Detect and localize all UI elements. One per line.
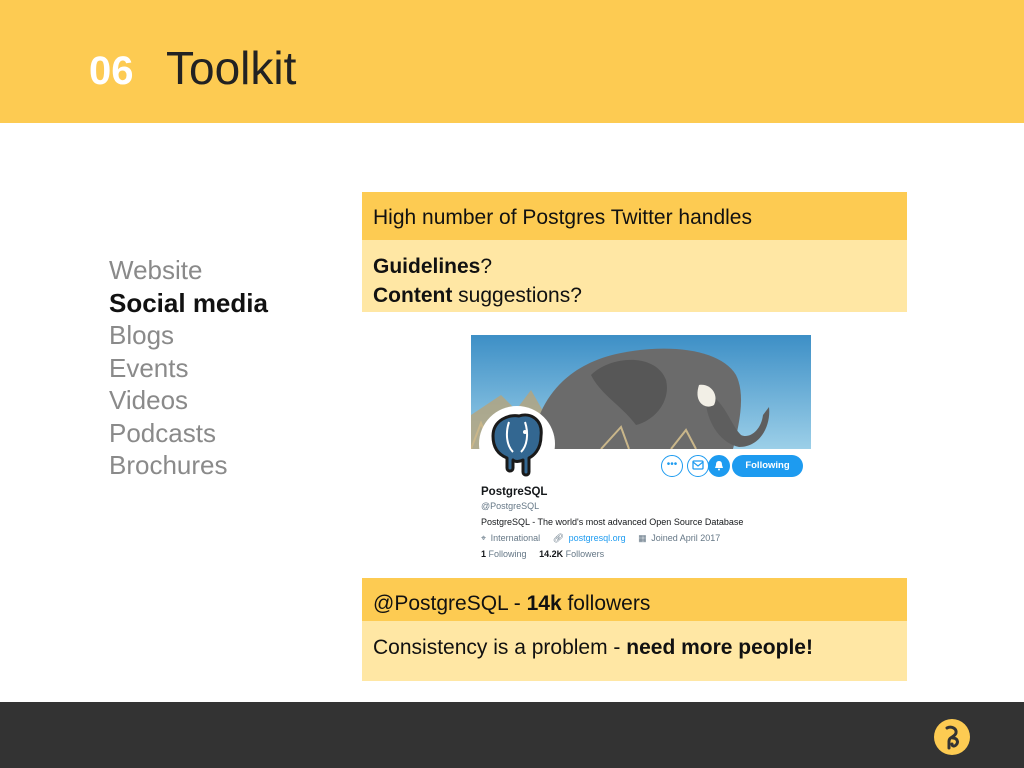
guidelines-rest: ? [480,255,493,278]
profile-meta [481,533,722,544]
menu-item-website[interactable]: Website [109,255,203,285]
topic-menu [109,254,268,482]
following-count: 1 [481,549,487,559]
brand-logo-icon [933,718,971,756]
message-icon[interactable] [687,455,709,477]
followers-stat[interactable] [539,549,604,559]
profile-stats [481,549,604,559]
twitter-handles-box [362,192,907,312]
profile-website-link[interactable]: postgresql.org [568,533,626,543]
menu-item-blogs[interactable]: Blogs [109,320,175,350]
followers-body [362,621,907,681]
slide-footer [0,702,1024,768]
profile-handle: @PostgreSQL [481,501,540,511]
menu-item-videos[interactable]: Videos [109,385,189,415]
calendar-icon: ▦ [638,533,647,543]
slide-title: Toolkit [166,42,297,94]
menu-item-brochures[interactable]: Brochures [109,450,228,480]
twitter-handles-body [362,240,907,312]
followers-heading-count: 14k [526,592,562,615]
content-line [373,281,907,310]
section-number: 06 [89,49,134,93]
twitter-handles-heading: High number of Postgres Twitter handles [362,192,907,240]
menu-item-social-media[interactable]: Social media [109,287,268,318]
followers-label: Followers [563,549,605,559]
following-label: Following [486,549,527,559]
followers-heading [362,578,907,621]
followers-count: 14.2K [539,549,564,559]
postgresql-avatar[interactable] [479,406,555,482]
content-rest: suggestions? [452,284,582,307]
link-icon: 🔗︎ [552,533,565,543]
following-stat[interactable] [481,549,527,559]
menu-item-podcasts[interactable]: Podcasts [109,417,216,448]
following-button[interactable]: Following [732,455,803,477]
profile-bio: PostgreSQL - The world's most advanced Open Source Database [481,517,744,527]
menu-item-events[interactable]: Events [109,352,189,383]
guidelines-bold: Guidelines [373,255,481,278]
followers-box [362,578,907,681]
followers-heading-post: followers [561,592,651,615]
content-bold: Content [373,284,453,307]
more-options-icon[interactable]: ••• [661,455,683,477]
postgresql-elephant-logo [479,406,555,482]
profile-joined: Joined April 2017 [651,533,721,543]
followers-body-pre: Consistency is a problem - [373,636,627,659]
guidelines-line [373,252,907,281]
profile-location: International [490,533,541,543]
profile-name: PostgreSQL [481,486,548,498]
followers-body-bold: need more people! [626,636,813,659]
slide-header [0,0,1024,123]
twitter-profile-screenshot [471,335,811,564]
followers-heading-pre: @PostgreSQL - [373,592,527,615]
notifications-bell-icon[interactable] [708,455,730,477]
location-icon: ⌖ [481,533,487,543]
